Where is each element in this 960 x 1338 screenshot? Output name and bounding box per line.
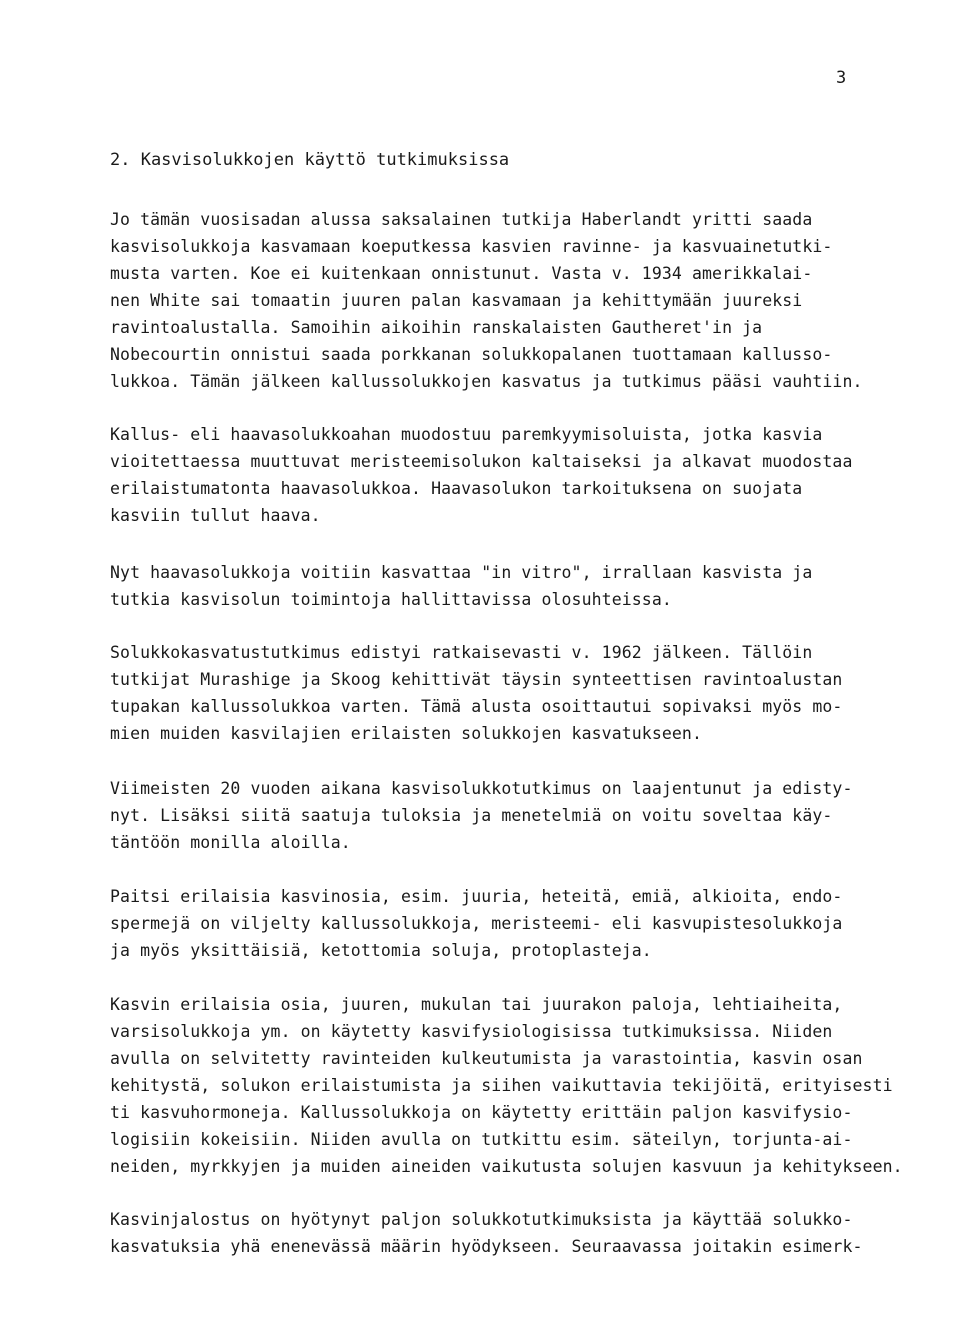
text-line: musta varten. Koe ei kuitenkaan onnistunut. Vasta v. 1934 amerikkalai- (110, 264, 813, 283)
text-line: lukkoa. Tämän jälkeen kallussolukkojen kasvatus ja tutkimus pääsi vauhtiin. (110, 372, 863, 391)
text-line: kasvisolukkoja kasvamaan koeputkessa kasvien ravinne- ja kasvuainetutki- (110, 237, 833, 256)
text-line: logisiin kokeisiin. Niiden avulla on tutkittu esim. säteilyn, torjunta-ai- (110, 1130, 853, 1149)
text-line: Kasvinjalostus on hyötynyt paljon solukkotutkimuksista ja käyttää solukko- (110, 1210, 853, 1229)
text-line: kehitystä, solukon erilaistumista ja siihen vaikuttavia tekijöitä, erityisesti (110, 1076, 893, 1095)
text-line: Nyt haavasolukkoja voitiin kasvattaa "in vitro", irrallaan kasvista ja (110, 563, 813, 582)
text-line: nyt. Lisäksi siitä saatuja tuloksia ja menetelmiä on voitu soveltaa käy- (110, 806, 833, 825)
text-line: ti kasvuhormoneja. Kallussolukkoja on käytetty erittäin paljon kasvifysio- (110, 1103, 853, 1122)
text-line: ja myös yksittäisiä, ketottomia soluja, protoplasteja. (110, 941, 652, 960)
text-line: Solukkokasvatustutkimus edistyi ratkaisevasti v. 1962 jälkeen. Tällöin (110, 643, 813, 662)
text-line: Jo tämän vuosisadan alussa saksalainen tutkija Haberlandt yritti saada (110, 210, 813, 229)
text-line: erilaistumatonta haavasolukkoa. Haavasolukon tarkoituksena on suojata (110, 479, 803, 498)
text-line: vioitettaessa muuttuvat meristeemisolukon kaltaiseksi ja alkavat muodostaa (110, 452, 853, 471)
text-line: ravintoalustalla. Samoihin aikoihin ranskalaisten Gautheret'in ja (110, 318, 763, 337)
text-line: avulla on selvitetty ravinteiden kulkeutumista ja varastointia, kasvin osan (110, 1049, 863, 1068)
text-line: kasviin tullut haava. (110, 506, 321, 525)
text-line: Kallus- eli haavasolukkoahan muodostuu paremkyymisoluista, jotka kasvia (110, 425, 823, 444)
page-number: 3 (836, 68, 847, 88)
text-line: spermejä on viljelty kallussolukkoja, meristeemi- eli kasvupistesolukkoja (110, 914, 843, 933)
text-line: tutkijat Murashige ja Skoog kehittivät täysin synteettisen ravintoalustan (110, 670, 843, 689)
text-line: Paitsi erilaisia kasvinosia, esim. juuria, heteitä, emiä, alkioita, endo- (110, 887, 843, 906)
text-line: neiden, myrkkyjen ja muiden aineiden vaikutusta solujen kasvuun ja kehitykseen. (110, 1157, 903, 1176)
text-line: nen White sai tomaatin juuren palan kasvamaan ja kehittymään juureksi (110, 291, 803, 310)
text-line: kasvatuksia yhä enenevässä määrin hyödykseen. Seuraavassa joitakin esimerk- (110, 1237, 863, 1256)
text-line: Viimeisten 20 vuoden aikana kasvisolukkotutkimus on laajentunut ja edisty- (110, 779, 853, 798)
section-heading: 2. Kasvisolukkojen käyttö tutkimuksissa (110, 150, 510, 170)
text-line: varsisolukkoja ym. on käytetty kasvifysiologisissa tutkimuksissa. Niiden (110, 1022, 833, 1041)
text-line: täntöön monilla aloilla. (110, 833, 351, 852)
text-line: Nobecourtin onnistui saada porkkanan solukkopalanen tuottamaan kallusso- (110, 345, 833, 364)
text-line: tutkia kasvisolun toimintoja hallittavissa olosuhteissa. (110, 590, 672, 609)
text-line: mien muiden kasvilajien erilaisten solukkojen kasvatukseen. (110, 724, 702, 743)
text-line: tupakan kallussolukkoa varten. Tämä alusta osoittautui sopivaksi myös mo- (110, 697, 843, 716)
text-line: Kasvin erilaisia osia, juuren, mukulan tai juurakon paloja, lehtiaiheita, (110, 995, 843, 1014)
